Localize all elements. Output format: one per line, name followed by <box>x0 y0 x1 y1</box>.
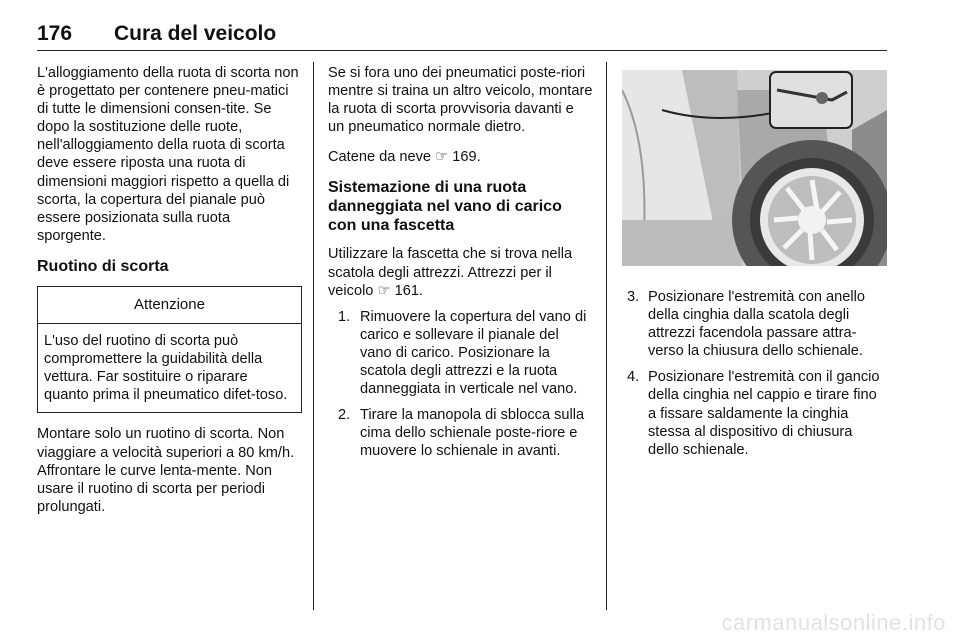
warning-text: L'uso del ruotino di scorta può compromettere la guidabilità della vettura. Far sostituire o riparare quanto prima il pneumatico difet-toso. <box>44 333 288 404</box>
illustration-spare-wheel-strap <box>622 70 887 266</box>
watermark: carmanualsonline.info <box>721 610 946 635</box>
section-heading-spare-wheel: Ruotino di scorta <box>37 257 169 275</box>
column-2 <box>328 64 594 469</box>
column-divider-1 <box>313 62 314 610</box>
list-item: 1. Rimuovere la copertura del vano di carico e sollevare il pianale del vano di carico. Posizionare la scatola degli attrezzi e la ruota danneggiata in verticale nel vano. <box>338 308 587 398</box>
page-header <box>37 22 887 51</box>
snow-chains-reference: Catene da neve ☞ 169. <box>328 149 481 166</box>
page-number: 176 <box>37 22 73 45</box>
column-divider-2 <box>606 62 607 610</box>
spare-wheel-paragraph: Montare solo un ruotino di scorta. Non viaggiare a velocità superiori a 80 km/h. Affrontare le curve lenta-mente. Non usare il ruotino di scorta per periodi prolungati. <box>37 426 295 515</box>
steps-list-1 <box>328 308 594 461</box>
page-title: Cura del veicolo <box>114 22 277 45</box>
towing-paragraph: Se si fora uno dei pneumatici poste-riori mentre si traina un altro veicolo, montare la ruota di scorta provvisoria davanti e un pneumatico normale dietro. <box>328 65 593 136</box>
list-item: 4. Posizionare l'estremità con il gancio della cinghia nel cappio e tirare fino a fissare saldamente la cinghia stessa al dispositivo di chiusura dello schienale. <box>627 369 880 458</box>
steps-list-2 <box>622 288 887 459</box>
intro-paragraph: L'alloggiamento della ruota di scorta non è progettato per contenere pneu-matici di tutte le dimensioni consen-tite. Se dopo la sostituzione delle ruote, nell'alloggiamento della ruota di scorta deve essere riposta una ruota di dimensioni maggiori rispetto a quella di scorta, la copertura del pianale può essere posizionata sulla ruota sporgente. <box>37 65 299 244</box>
column-3 <box>622 288 887 467</box>
warning-title: Attenzione <box>38 287 301 324</box>
list-item: 3. Posizionare l'estremità con anello della cinghia dalla scatola degli attrezzi facendola passare attra-verso la chiusura dello schienale. <box>627 289 865 360</box>
warning-box <box>37 286 302 413</box>
section-heading-damaged-wheel: Sistemazione di una ruota danneggiata nel vano di carico con una fascetta <box>328 179 562 235</box>
column-1 <box>37 64 302 528</box>
strap-paragraph: Utilizzare la fascetta che si trova nella scatola degli attrezzi. Attrezzi per il veicolo ☞ 161. <box>328 246 573 299</box>
list-item: 2. Tirare la manopola di sblocca sulla cima dello schienale poste-riore e muovere lo schienale in avanti. <box>338 407 585 460</box>
